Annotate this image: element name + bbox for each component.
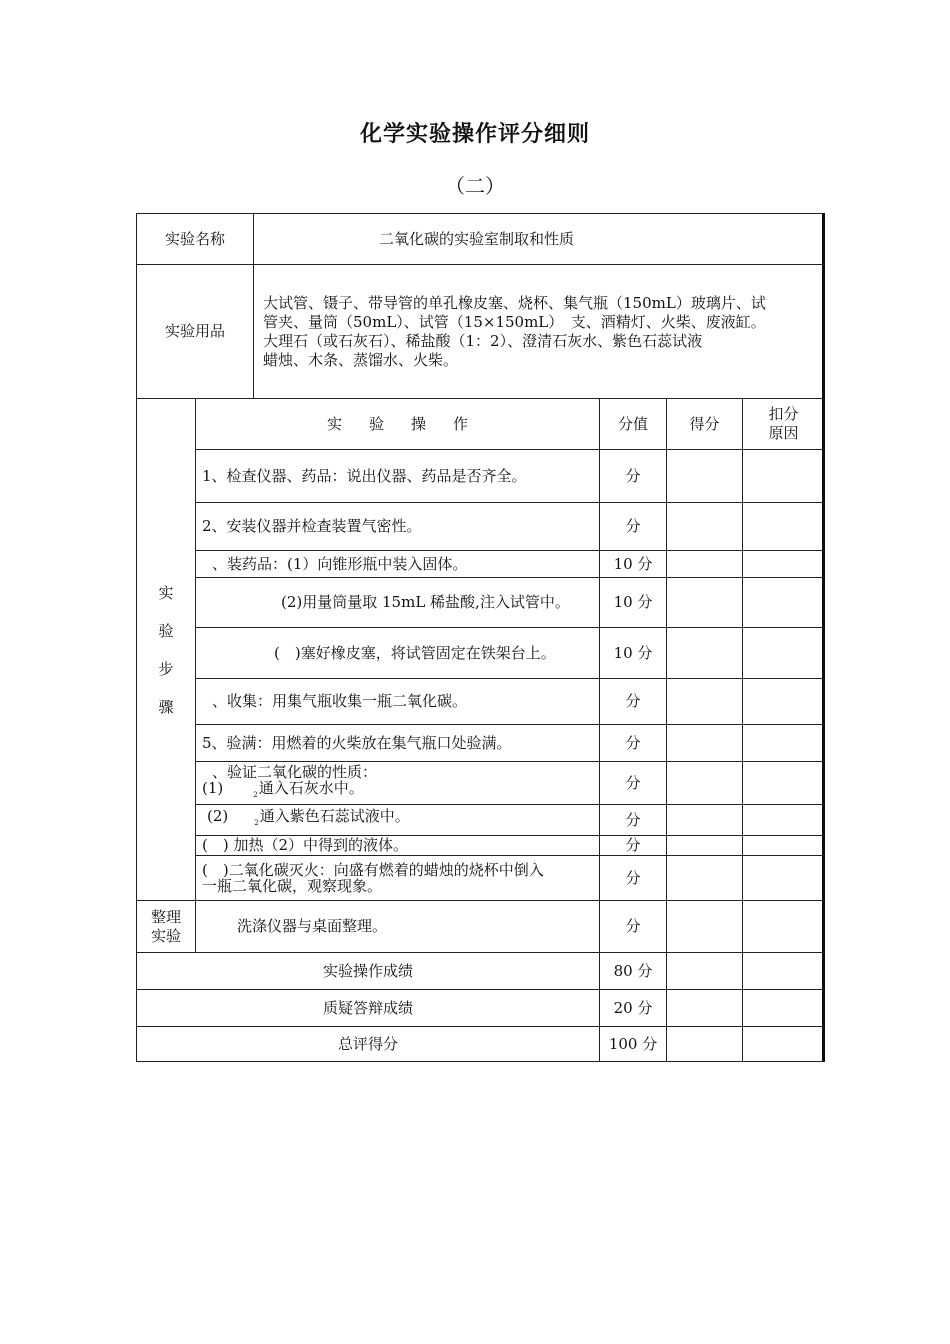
scoring-table bbox=[136, 213, 825, 1062]
step-text: 、收集：用集气瓶收集一瓶二氧化碳。 bbox=[196, 679, 600, 725]
step-score: 分 bbox=[600, 836, 667, 856]
step-score: 10 分 bbox=[600, 578, 667, 628]
cleanup-row bbox=[137, 901, 825, 953]
step-got bbox=[667, 725, 743, 762]
step-row bbox=[137, 450, 825, 503]
step-reason bbox=[743, 725, 825, 762]
page-subtitle: （二） bbox=[445, 174, 505, 198]
step-row bbox=[137, 679, 825, 725]
step-text: ( )二氧化碳灭火：向盛有燃着的蜡烛的烧杯中倒入 一瓶二氧化碳，观察现象。 bbox=[196, 856, 600, 901]
experiment-name-row bbox=[137, 214, 825, 265]
supplies-line: 大理石（或石灰石）、稀盐酸（1：2）、澄清石灰水、紫色石蕊试液 bbox=[263, 331, 703, 350]
total-got bbox=[667, 990, 743, 1027]
step-score: 分 bbox=[600, 503, 667, 551]
supplies-line: 大试管、镊子、带导管的单孔橡皮塞、烧杯、集气瓶（150mL）玻璃片、试 bbox=[263, 293, 766, 312]
total-label: 总评得分 bbox=[137, 1027, 600, 1062]
step-got bbox=[667, 578, 743, 628]
total-reason bbox=[743, 990, 825, 1027]
step-reason bbox=[743, 551, 825, 578]
total-got bbox=[667, 1027, 743, 1062]
step-row bbox=[137, 836, 825, 856]
total-row bbox=[137, 953, 825, 990]
supplies-line: 管夹、量筒（50mL）、试管（15×150mL） 支、酒精灯、火柴、废液缸。 bbox=[263, 312, 766, 331]
cleanup-text: 洗涤仪器与桌面整理。 bbox=[196, 901, 600, 953]
step-row bbox=[137, 805, 825, 836]
step-got bbox=[667, 679, 743, 725]
header-row bbox=[137, 399, 825, 450]
step-score: 分 bbox=[600, 725, 667, 762]
score-value-header: 分值 bbox=[600, 399, 667, 450]
step-got bbox=[667, 503, 743, 551]
cleanup-reason bbox=[743, 901, 825, 953]
step-row bbox=[137, 856, 825, 901]
experiment-name-value: 二氧化碳的实验室制取和性质 bbox=[254, 214, 825, 265]
step-row bbox=[137, 503, 825, 551]
supplies-value bbox=[254, 265, 825, 399]
step-row bbox=[137, 725, 825, 762]
step-text: (2)用量筒量取 15mL 稀盐酸,注入试管中。 bbox=[196, 578, 600, 628]
step-text: ( )塞好橡皮塞，将试管固定在铁架台上。 bbox=[196, 628, 600, 679]
step-got bbox=[667, 836, 743, 856]
step-score: 分 bbox=[600, 856, 667, 901]
table-right-border bbox=[822, 213, 825, 1062]
deduct-reason-header: 扣分 原因 bbox=[743, 399, 825, 450]
total-got bbox=[667, 953, 743, 990]
experiment-name-label: 实验名称 bbox=[137, 214, 254, 265]
step-score: 分 bbox=[600, 762, 667, 805]
cleanup-got bbox=[667, 901, 743, 953]
step-reason bbox=[743, 628, 825, 679]
step-reason bbox=[743, 679, 825, 725]
step-score: 10 分 bbox=[600, 551, 667, 578]
step-row bbox=[137, 628, 825, 679]
step-text: 5、验满：用燃着的火柴放在集气瓶口处验满。 bbox=[196, 725, 600, 762]
total-label: 质疑答辩成绩 bbox=[137, 990, 600, 1027]
step-score: 分 bbox=[600, 679, 667, 725]
step-reason bbox=[743, 836, 825, 856]
step-got bbox=[667, 762, 743, 805]
total-row bbox=[137, 990, 825, 1027]
step-text: 1、检查仪器、药品：说出仪器、药品是否齐全。 bbox=[196, 450, 600, 503]
step-text: ( ) 加热（2）中得到的液体。 bbox=[196, 836, 600, 856]
step-got bbox=[667, 551, 743, 578]
step-reason bbox=[743, 856, 825, 901]
step-reason bbox=[743, 578, 825, 628]
total-reason bbox=[743, 1027, 825, 1062]
step-reason bbox=[743, 805, 825, 836]
page-title: 化学实验操作评分细则 bbox=[359, 122, 590, 147]
supplies-row bbox=[137, 265, 825, 399]
score-got-header: 得分 bbox=[667, 399, 743, 450]
total-score: 20 分 bbox=[600, 990, 667, 1027]
steps-label: 实 验 步 骤 bbox=[137, 399, 196, 901]
step-score: 10 分 bbox=[600, 628, 667, 679]
step-text: 、装药品：(1）向锥形瓶中装入固体。 bbox=[196, 551, 600, 578]
cleanup-label: 整理 实验 bbox=[137, 901, 196, 953]
cleanup-score: 分 bbox=[600, 901, 667, 953]
step-row bbox=[137, 551, 825, 578]
step-text: (2) $_2$通入紫色石蕊试液中。 bbox=[196, 805, 600, 836]
step-text: 、验证二氧化碳的性质： (1) $_2$通入石灰水中。 bbox=[196, 762, 600, 805]
total-label: 实验操作成绩 bbox=[137, 953, 600, 990]
total-reason bbox=[743, 953, 825, 990]
step-score: 分 bbox=[600, 450, 667, 503]
step-reason bbox=[743, 762, 825, 805]
step-reason bbox=[743, 450, 825, 503]
total-row bbox=[137, 1027, 825, 1062]
step-row bbox=[137, 578, 825, 628]
operation-header: 实 验 操 作 bbox=[196, 399, 600, 450]
step-row bbox=[137, 762, 825, 805]
step-got bbox=[667, 628, 743, 679]
step-got bbox=[667, 856, 743, 901]
step-text: 2、安装仪器并检查装置气密性。 bbox=[196, 503, 600, 551]
supplies-label: 实验用品 bbox=[137, 265, 254, 399]
step-reason bbox=[743, 503, 825, 551]
step-got bbox=[667, 805, 743, 836]
total-score: 80 分 bbox=[600, 953, 667, 990]
total-score: 100 分 bbox=[600, 1027, 667, 1062]
supplies-line: 蜡烛、木条、蒸馏水、火柴。 bbox=[263, 350, 459, 369]
step-score: 分 bbox=[600, 805, 667, 836]
step-got bbox=[667, 450, 743, 503]
